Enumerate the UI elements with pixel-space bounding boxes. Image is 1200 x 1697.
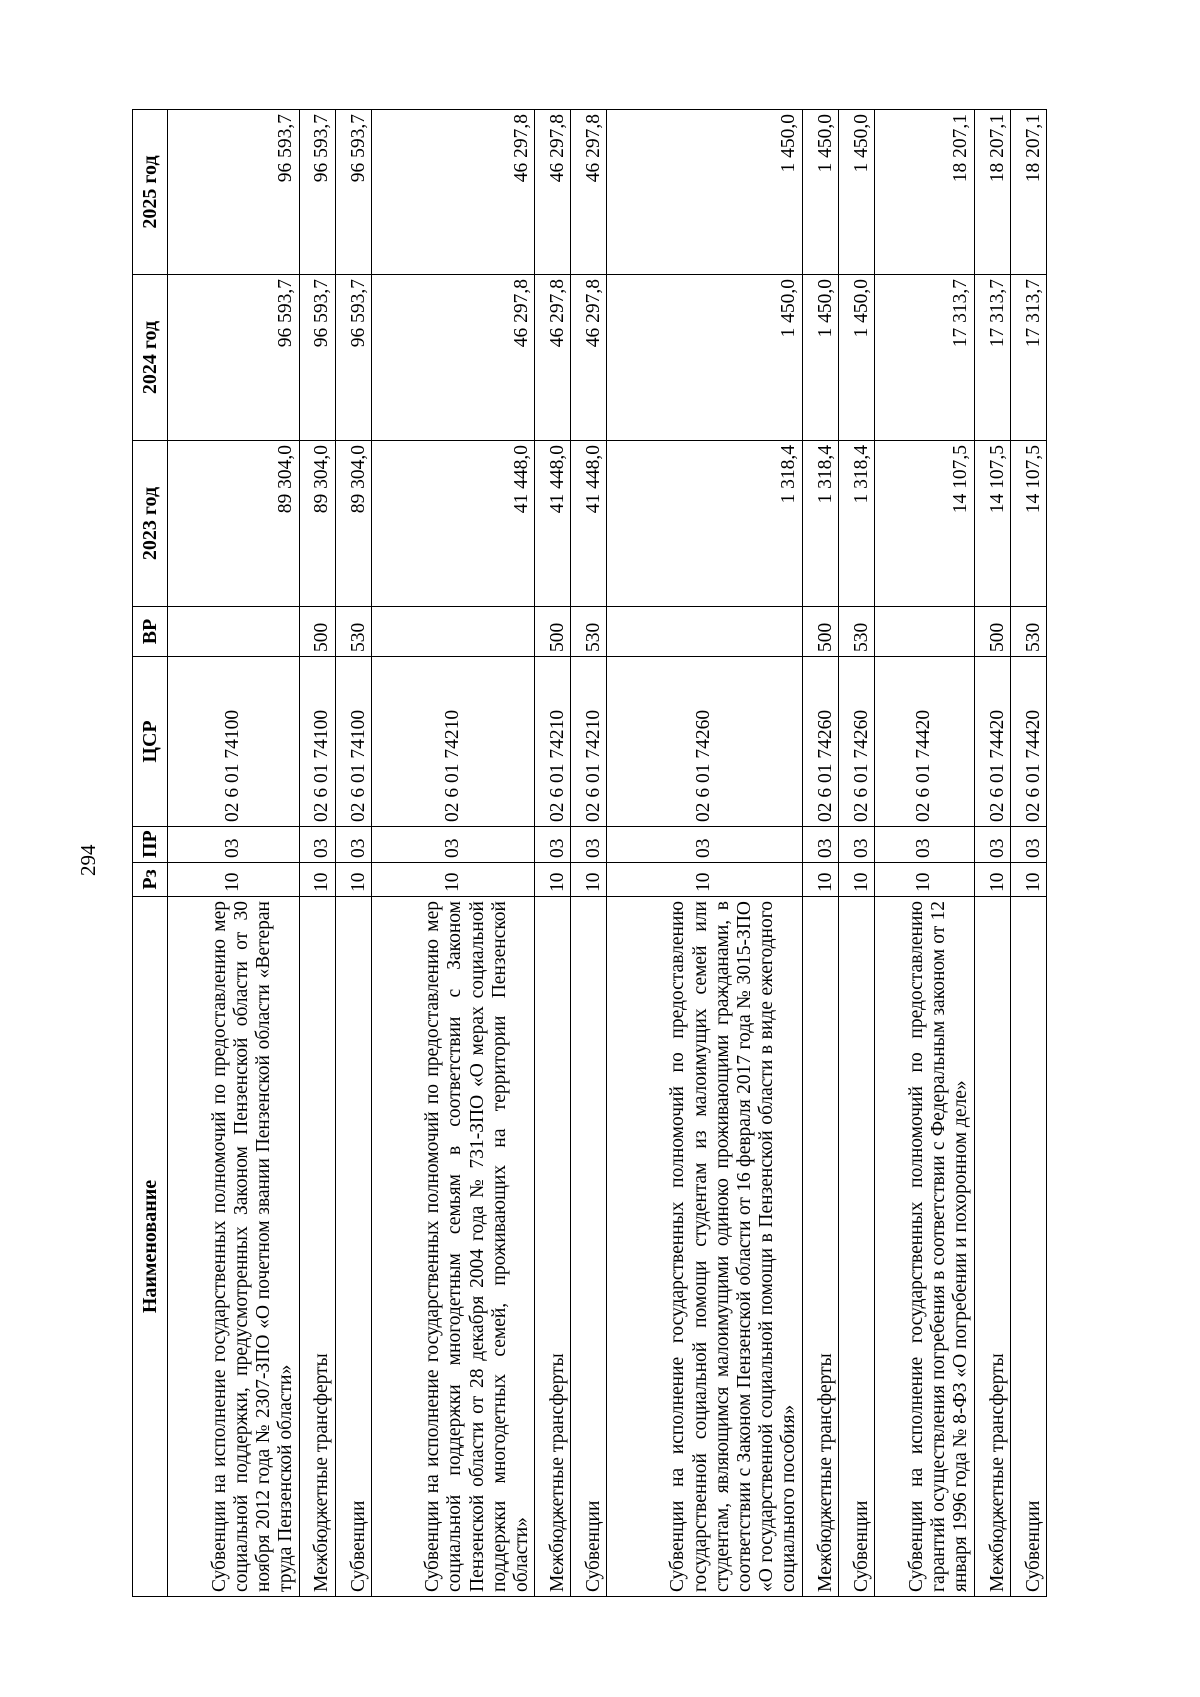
cell-vr: 530: [1010, 607, 1046, 657]
cell-2025: 1 450,0: [802, 110, 838, 275]
table-row: [371, 110, 534, 1597]
cell-2023: 14 107,5: [874, 441, 974, 607]
cell-pr: 03: [974, 827, 1010, 863]
cell-rz: 10: [1010, 863, 1046, 897]
cell-csr: 02 6 01 74210: [571, 657, 607, 827]
cell-2024: 1 450,0: [838, 275, 874, 441]
cell-pr: 03: [874, 827, 974, 863]
cell-name: Субвенции: [1010, 897, 1046, 1597]
cell-pr: 03: [802, 827, 838, 863]
cell-name: Субвенции на исполнение государственных полномочий по предоставлению мер социальной поддержки многодетным семьям в соответствии с Законом Пензенской области от 28 декабря 2004 года № 731-ЗПО «О мерах социальной поддержки многодетных семей, проживающих на территории Пензенской области»: [371, 897, 534, 1597]
cell-pr: 03: [571, 827, 607, 863]
budget-table: [132, 109, 1047, 1597]
cell-rz: 10: [299, 863, 335, 897]
cell-name: Межбюджетные трансферты: [974, 897, 1010, 1597]
cell-vr: 500: [974, 607, 1010, 657]
cell-pr: 03: [335, 827, 371, 863]
cell-2024: 17 313,7: [974, 275, 1010, 441]
cell-2025: 46 297,8: [535, 110, 571, 275]
page-number: 294: [76, 844, 100, 876]
cell-2023: 41 448,0: [371, 441, 534, 607]
cell-2023: 1 318,4: [802, 441, 838, 607]
cell-vr: [168, 607, 300, 657]
cell-2023: 41 448,0: [571, 441, 607, 607]
table-row: [974, 110, 1010, 1597]
cell-pr: 03: [1010, 827, 1046, 863]
cell-rz: 10: [974, 863, 1010, 897]
cell-2023: 41 448,0: [535, 441, 571, 607]
cell-2023: 14 107,5: [974, 441, 1010, 607]
cell-rz: 10: [168, 863, 300, 897]
cell-2023: 1 318,4: [838, 441, 874, 607]
cell-csr: 02 6 01 74100: [299, 657, 335, 827]
cell-vr: 530: [571, 607, 607, 657]
cell-name: Межбюджетные трансферты: [299, 897, 335, 1597]
cell-pr: 03: [299, 827, 335, 863]
cell-2025: 18 207,1: [974, 110, 1010, 275]
cell-2025: 1 450,0: [838, 110, 874, 275]
table-row: [535, 110, 571, 1597]
header-2025: 2025 год: [133, 110, 168, 275]
cell-2025: 96 593,7: [299, 110, 335, 275]
cell-name: Субвенции на исполнение государственных полномочий по предоставлению гарантий осуществления погребения в соответствии с Федеральным законом от 12 января 1996 года № 8-ФЗ «О погребении и похоронном деле»: [874, 897, 974, 1597]
cell-vr: 500: [535, 607, 571, 657]
cell-csr: 02 6 01 74100: [335, 657, 371, 827]
cell-csr: 02 6 01 74260: [802, 657, 838, 827]
cell-2024: 46 297,8: [535, 275, 571, 441]
cell-2024: 46 297,8: [571, 275, 607, 441]
cell-csr: 02 6 01 74100: [168, 657, 300, 827]
cell-csr: 02 6 01 74260: [838, 657, 874, 827]
table-row: [607, 110, 802, 1597]
header-csr: ЦСР: [133, 657, 168, 827]
cell-2025: 46 297,8: [371, 110, 534, 275]
cell-rz: 10: [802, 863, 838, 897]
cell-csr: 02 6 01 74210: [371, 657, 534, 827]
cell-vr: [874, 607, 974, 657]
cell-pr: 03: [371, 827, 534, 863]
cell-name: Межбюджетные трансферты: [535, 897, 571, 1597]
table-row: [571, 110, 607, 1597]
cell-pr: 03: [607, 827, 802, 863]
cell-pr: 03: [168, 827, 300, 863]
cell-name: Субвенции: [335, 897, 371, 1597]
cell-vr: [607, 607, 802, 657]
cell-pr: 03: [535, 827, 571, 863]
budget-table-rotated: [132, 110, 1047, 1597]
cell-rz: 10: [874, 863, 974, 897]
cell-rz: 10: [335, 863, 371, 897]
header-name: Наименование: [133, 897, 168, 1597]
header-rz: Рз: [133, 863, 168, 897]
table-header-row: [133, 110, 168, 1597]
cell-2023: 89 304,0: [299, 441, 335, 607]
cell-2025: 1 450,0: [607, 110, 802, 275]
cell-pr: 03: [838, 827, 874, 863]
cell-2024: 1 450,0: [607, 275, 802, 441]
header-vr: ВР: [133, 607, 168, 657]
cell-name: Межбюджетные трансферты: [802, 897, 838, 1597]
cell-2025: 18 207,1: [874, 110, 974, 275]
cell-2024: 46 297,8: [371, 275, 534, 441]
cell-csr: 02 6 01 74420: [1010, 657, 1046, 827]
cell-2025: 18 207,1: [1010, 110, 1046, 275]
cell-2025: 96 593,7: [335, 110, 371, 275]
cell-2023: 1 318,4: [607, 441, 802, 607]
cell-2025: 96 593,7: [168, 110, 300, 275]
cell-2024: 1 450,0: [802, 275, 838, 441]
cell-2023: 14 107,5: [1010, 441, 1046, 607]
header-2024: 2024 год: [133, 275, 168, 441]
table-row: [802, 110, 838, 1597]
cell-vr: 500: [802, 607, 838, 657]
cell-2023: 89 304,0: [335, 441, 371, 607]
cell-2023: 89 304,0: [168, 441, 300, 607]
cell-vr: 530: [838, 607, 874, 657]
header-pr: ПР: [133, 827, 168, 863]
cell-csr: 02 6 01 74420: [874, 657, 974, 827]
cell-name: Субвенции на исполнение государственных полномочий по предоставлению мер социальной поддержки, предусмотренных Законом Пензенской области от 30 ноября 2012 года № 2307-ЗПО «О почетном звании Пензенской области «Ветеран труда Пензенской области»: [168, 897, 300, 1597]
table-row: [874, 110, 974, 1597]
cell-2024: 17 313,7: [874, 275, 974, 441]
cell-name: Субвенции: [571, 897, 607, 1597]
header-2023: 2023 год: [133, 441, 168, 607]
cell-vr: 500: [299, 607, 335, 657]
cell-csr: 02 6 01 74420: [974, 657, 1010, 827]
cell-2024: 96 593,7: [299, 275, 335, 441]
cell-rz: 10: [371, 863, 534, 897]
cell-2024: 17 313,7: [1010, 275, 1046, 441]
cell-name: Субвенции: [838, 897, 874, 1597]
table-row: [838, 110, 874, 1597]
cell-vr: 530: [335, 607, 371, 657]
cell-2024: 96 593,7: [335, 275, 371, 441]
cell-2024: 96 593,7: [168, 275, 300, 441]
cell-name: Субвенции на исполнение государственных полномочий по предоставлению государственной социальной помощи студентам из малоимущих семей или студентам, являющимся малоимущими одиноко проживающими гражданами, в соответствии с Законом Пензенской области от 16 февраля 2017 года № 3015-ЗПО «О государственной социальной помощи в Пензенской области в виде ежегодного социального пособия»: [607, 897, 802, 1597]
table-row: [299, 110, 335, 1597]
cell-rz: 10: [838, 863, 874, 897]
cell-2025: 46 297,8: [571, 110, 607, 275]
cell-rz: 10: [535, 863, 571, 897]
table-row: [1010, 110, 1046, 1597]
table-row: [335, 110, 371, 1597]
table-row: [168, 110, 300, 1597]
cell-rz: 10: [571, 863, 607, 897]
cell-csr: 02 6 01 74210: [535, 657, 571, 827]
cell-rz: 10: [607, 863, 802, 897]
cell-vr: [371, 607, 534, 657]
cell-csr: 02 6 01 74260: [607, 657, 802, 827]
